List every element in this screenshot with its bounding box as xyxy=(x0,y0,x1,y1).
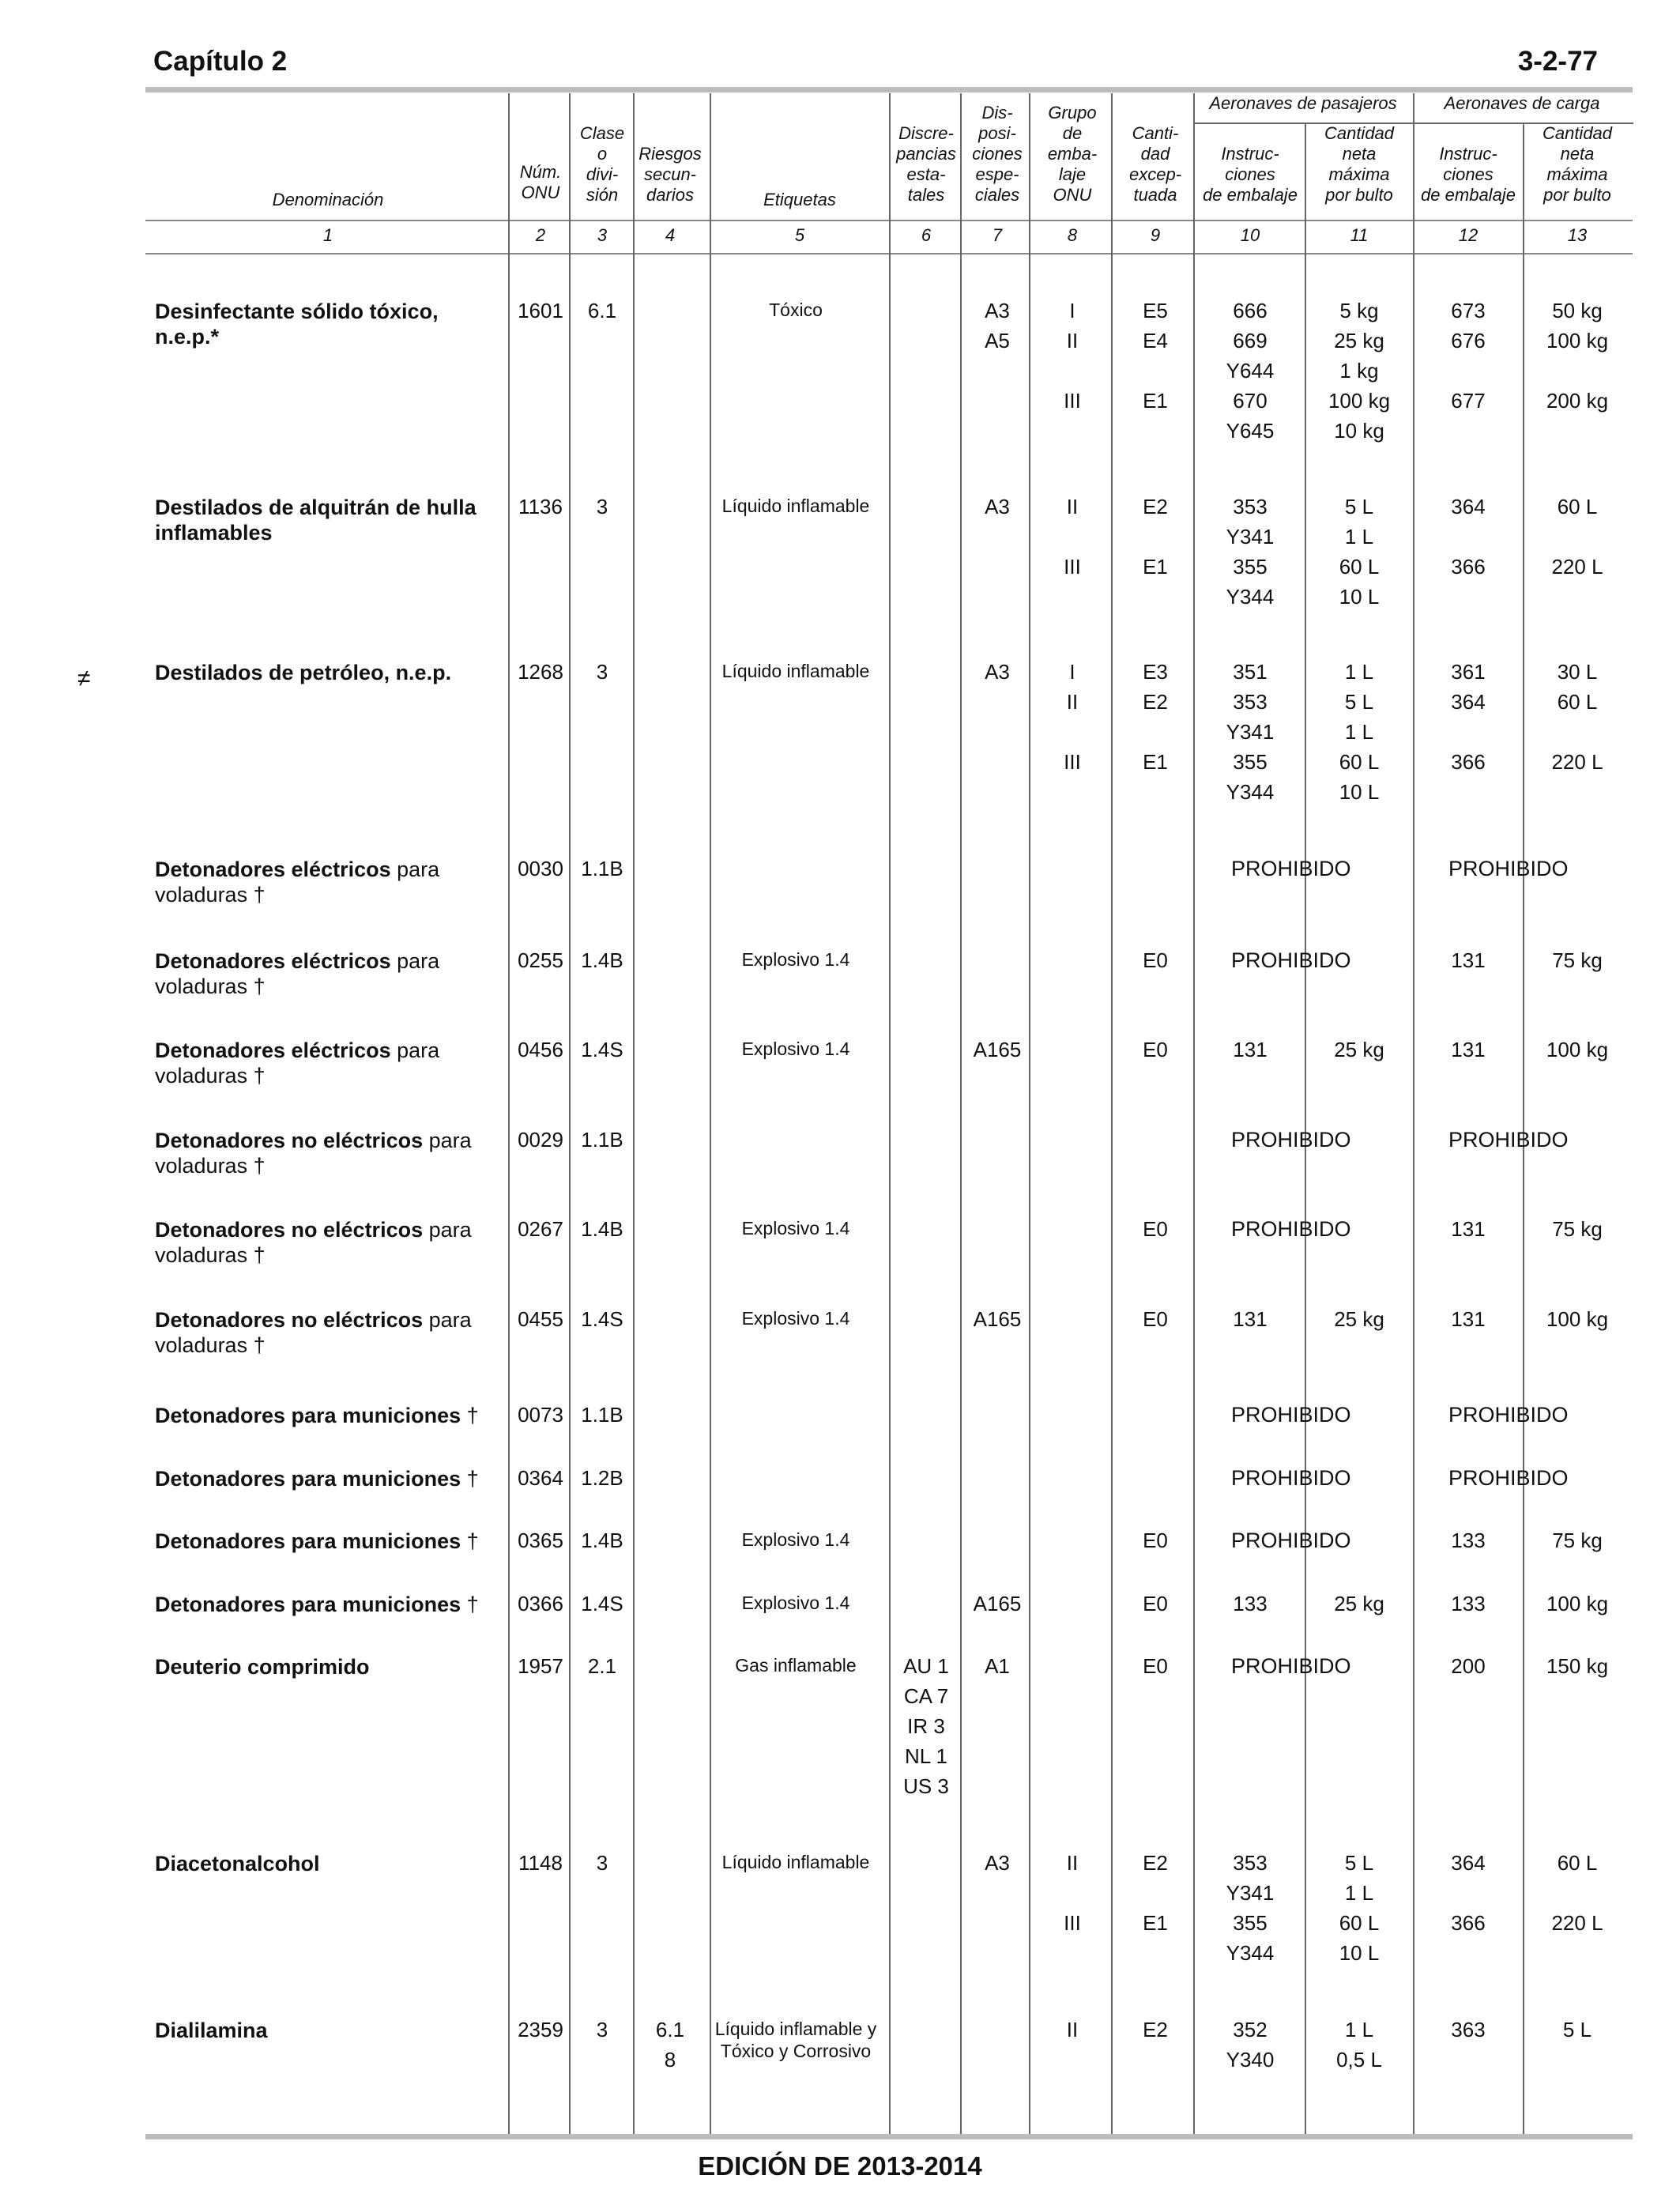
special-provisions: A165 xyxy=(973,1307,1022,1331)
column-divider xyxy=(633,93,635,2134)
cargo-packing-instruction: 673 676 677 xyxy=(1451,299,1486,413)
cargo-max-quantity: 5 L xyxy=(1562,2018,1592,2041)
pax-packing-instruction: 352 Y340 xyxy=(1226,2018,1275,2071)
substance-name-bold: Detonadores no eléctricos xyxy=(155,1129,424,1152)
hazard-label: Explosivo 1.4 xyxy=(741,1529,850,1550)
pax-prohibited: PROHIBIDO xyxy=(1231,1403,1351,1427)
column-divider xyxy=(1029,93,1030,2134)
column-number: 9 xyxy=(1150,225,1161,245)
cargo-max-quantity: 100 kg xyxy=(1546,1592,1609,1615)
group-header-passenger: Aeronaves de pasajeros xyxy=(1209,93,1397,113)
column-header: Grupo de emba- laje ONU xyxy=(1047,103,1098,205)
chapter-title: Capítulo 2 xyxy=(153,46,288,77)
cargo-packing-instruction: 133 xyxy=(1451,1529,1486,1552)
substance-name xyxy=(155,299,503,349)
column-header: Cantidad neta máxima por bulto xyxy=(1542,123,1613,205)
excepted-quantity: E0 xyxy=(1143,1592,1168,1615)
excepted-quantity: E0 xyxy=(1143,1654,1168,1678)
column-number: 3 xyxy=(597,225,608,245)
un-number: 1136 xyxy=(518,495,563,518)
state-variations: AU 1 CA 7 IR 3 NL 1 US 3 xyxy=(903,1654,949,1798)
cargo-prohibited: PROHIBIDO xyxy=(1448,1128,1569,1152)
packing-group: II xyxy=(1066,2018,1079,2041)
cargo-max-quantity: 100 kg xyxy=(1546,1038,1609,1061)
pax-max-quantity: 5 L 1 L 60 L 10 L xyxy=(1339,1851,1380,1965)
un-number: 0366 xyxy=(518,1592,563,1615)
special-provisions: A1 xyxy=(985,1654,1010,1678)
cargo-prohibited: PROHIBIDO xyxy=(1448,857,1569,880)
class-division: 1.4S xyxy=(581,1038,623,1061)
excepted-quantity: E2 E1 xyxy=(1143,1851,1168,1935)
column-divider xyxy=(960,93,962,2134)
class-division: 1.1B xyxy=(581,1128,623,1152)
un-number: 1148 xyxy=(518,1851,563,1875)
substance-name xyxy=(155,948,503,999)
substance-name-bold: Detonadores para municiones xyxy=(155,1593,461,1616)
substance-name-rest: para voladuras † xyxy=(155,858,440,907)
cargo-prohibited: PROHIBIDO xyxy=(1448,1466,1569,1490)
column-number: 2 xyxy=(535,225,546,245)
packing-group: II III xyxy=(1064,1851,1081,1935)
substance-name xyxy=(155,2018,503,2043)
cargo-max-quantity: 30 L 60 L 220 L xyxy=(1551,660,1603,774)
footer-rule xyxy=(145,2134,1633,2139)
special-provisions: A3 xyxy=(985,660,1010,684)
un-number: 1957 xyxy=(518,1654,563,1678)
un-number: 0255 xyxy=(518,948,563,972)
un-number: 0030 xyxy=(518,857,563,880)
substance-name xyxy=(155,1217,503,1268)
substance-name-bold: Dialilamina xyxy=(155,2019,268,2042)
hazard-label: Tóxico xyxy=(769,300,823,320)
un-number: 0364 xyxy=(518,1466,563,1490)
cargo-max-quantity: 100 kg xyxy=(1546,1307,1609,1331)
column-divider xyxy=(1111,93,1113,2134)
group-header-cargo: Aeronaves de carga xyxy=(1444,93,1600,113)
pax-max-quantity: 25 kg xyxy=(1334,1307,1384,1331)
substance-name-rest: † xyxy=(461,1529,479,1553)
column-number: 10 xyxy=(1240,225,1260,245)
substance-name-bold: Desinfectante sólido tóxico, n.e.p.* xyxy=(155,300,439,349)
subsidiary-risk: 6.1 8 xyxy=(655,2018,685,2071)
revision-mark: ≠ xyxy=(77,665,91,692)
substance-name-bold: Detonadores no eléctricos xyxy=(155,1308,424,1332)
class-division: 3 xyxy=(596,1851,608,1875)
substance-name-rest: para voladuras † xyxy=(155,949,440,998)
class-division: 1.1B xyxy=(581,857,623,880)
substance-name xyxy=(155,1128,503,1178)
substance-name-bold: Detonadores eléctricos xyxy=(155,949,391,973)
column-number: 13 xyxy=(1567,225,1588,245)
cargo-max-quantity: 60 L 220 L xyxy=(1551,1851,1603,1935)
hazard-label: Líquido inflamable y Tóxico y Corrosivo xyxy=(714,2019,877,2061)
un-number: 1268 xyxy=(518,660,563,684)
excepted-quantity: E2 xyxy=(1143,2018,1168,2041)
pax-max-quantity: 5 L 1 L 60 L 10 L xyxy=(1339,495,1380,609)
cargo-packing-instruction: 363 xyxy=(1451,2018,1486,2041)
page-number: 3-2-77 xyxy=(1517,46,1598,77)
column-header: Riesgos secun- darios xyxy=(638,144,702,205)
column-divider xyxy=(889,93,891,2134)
substance-name-rest: para voladuras † xyxy=(155,1308,472,1357)
excepted-quantity: E0 xyxy=(1143,1529,1168,1552)
substance-name xyxy=(155,1466,503,1491)
column-header: Núm. ONU xyxy=(519,162,562,202)
special-provisions: A165 xyxy=(973,1592,1022,1615)
un-number: 0267 xyxy=(518,1217,563,1241)
column-header: Instruc- ciones de embalaje xyxy=(1421,144,1516,205)
un-number: 0365 xyxy=(518,1529,563,1552)
column-header: Discre- pancias esta- tales xyxy=(896,123,956,205)
substance-name-bold: Detonadores eléctricos xyxy=(155,858,391,881)
un-number: 0456 xyxy=(518,1038,563,1061)
class-division: 3 xyxy=(596,495,608,518)
column-divider xyxy=(710,93,711,2134)
class-division: 1.4B xyxy=(581,1529,623,1552)
pax-prohibited: PROHIBIDO xyxy=(1231,1128,1351,1152)
pax-prohibited: PROHIBIDO xyxy=(1231,857,1351,880)
header-top-rule xyxy=(145,87,1633,92)
un-number: 1601 xyxy=(518,299,563,322)
column-header: Clase o divi- sión xyxy=(579,123,625,205)
column-number: 5 xyxy=(794,225,805,245)
substance-name xyxy=(155,660,503,685)
substance-name xyxy=(155,1654,503,1679)
substance-name xyxy=(155,495,503,545)
substance-name xyxy=(155,1038,503,1088)
substance-name xyxy=(155,857,503,907)
substance-name-bold: Detonadores no eléctricos xyxy=(155,1218,424,1242)
pax-max-quantity: 1 L 0,5 L xyxy=(1336,2018,1382,2071)
class-division: 1.4B xyxy=(581,948,623,972)
column-number: 7 xyxy=(992,225,1003,245)
substance-name-rest: † xyxy=(461,1404,479,1427)
column-divider xyxy=(1413,93,1414,2134)
column-number: 1 xyxy=(322,225,333,245)
cargo-packing-instruction: 131 xyxy=(1451,1307,1486,1331)
un-number: 0455 xyxy=(518,1307,563,1331)
cargo-prohibited: PROHIBIDO xyxy=(1448,1403,1569,1427)
class-division: 1.4S xyxy=(581,1592,623,1615)
cargo-packing-instruction: 200 xyxy=(1451,1654,1486,1678)
hazard-label: Explosivo 1.4 xyxy=(741,1218,850,1238)
class-division: 2.1 xyxy=(587,1654,617,1678)
hazard-label: Líquido inflamable xyxy=(721,1852,870,1872)
special-provisions: A3 A5 xyxy=(985,299,1010,352)
cargo-packing-instruction: 361 364 366 xyxy=(1451,660,1486,774)
pax-packing-instruction: 131 xyxy=(1233,1307,1268,1331)
excepted-quantity: E5 E4 E1 xyxy=(1143,299,1168,413)
substance-name xyxy=(155,1529,503,1554)
substance-name-bold: Diacetonalcohol xyxy=(155,1852,320,1875)
excepted-quantity: E0 xyxy=(1143,1217,1168,1241)
pax-max-quantity: 25 kg xyxy=(1334,1592,1384,1615)
special-provisions: A3 xyxy=(985,495,1010,518)
hazard-label: Explosivo 1.4 xyxy=(741,1039,850,1059)
substance-name-bold: Deuterio comprimido xyxy=(155,1655,370,1679)
excepted-quantity: E0 xyxy=(1143,1307,1168,1331)
pax-max-quantity: 1 L 5 L 1 L 60 L 10 L xyxy=(1339,660,1380,804)
substance-name-rest: para voladuras † xyxy=(155,1129,472,1178)
substance-name-bold: Detonadores para municiones xyxy=(155,1529,461,1553)
pax-prohibited: PROHIBIDO xyxy=(1231,1217,1351,1241)
cargo-packing-instruction: 131 xyxy=(1451,1217,1486,1241)
pax-prohibited: PROHIBIDO xyxy=(1231,1654,1351,1678)
pax-max-quantity: 5 kg 25 kg 1 kg 100 kg 10 kg xyxy=(1328,299,1391,443)
substance-name-rest: para voladuras † xyxy=(155,1039,440,1088)
cargo-max-quantity: 75 kg xyxy=(1552,948,1603,972)
column-header: Denominación xyxy=(272,190,384,209)
substance-name-rest: † xyxy=(461,1467,479,1491)
pax-packing-instruction: 666 669 Y644 670 Y645 xyxy=(1226,299,1275,443)
hazard-label: Explosivo 1.4 xyxy=(741,949,850,970)
substance-name-bold: Detonadores para municiones xyxy=(155,1404,461,1427)
class-division: 3 xyxy=(596,2018,608,2041)
column-number: 6 xyxy=(921,225,932,245)
substance-name xyxy=(155,1403,503,1428)
packing-group: II III xyxy=(1064,495,1081,579)
column-number: 11 xyxy=(1350,225,1369,245)
column-header: Instruc- ciones de embalaje xyxy=(1203,144,1298,205)
un-number: 2359 xyxy=(518,2018,563,2041)
hazard-label: Gas inflamable xyxy=(735,1655,857,1676)
cargo-max-quantity: 75 kg xyxy=(1552,1529,1603,1552)
cargo-max-quantity: 75 kg xyxy=(1552,1217,1603,1241)
hazard-label: Líquido inflamable xyxy=(721,661,870,681)
column-header: Dis- posi- ciones espe- ciales xyxy=(972,103,1023,205)
hazard-label: Explosivo 1.4 xyxy=(741,1593,850,1613)
excepted-quantity: E0 xyxy=(1143,948,1168,972)
pax-prohibited: PROHIBIDO xyxy=(1231,1529,1351,1552)
class-division: 1.2B xyxy=(581,1466,623,1490)
cargo-max-quantity: 150 kg xyxy=(1546,1654,1609,1678)
class-division: 3 xyxy=(596,660,608,684)
cargo-packing-instruction: 131 xyxy=(1451,948,1486,972)
pax-prohibited: PROHIBIDO xyxy=(1231,948,1351,972)
substance-name-bold: Destilados de petróleo, n.e.p. xyxy=(155,661,452,684)
special-provisions: A3 xyxy=(985,1851,1010,1875)
un-number: 0029 xyxy=(518,1128,563,1152)
substance-name xyxy=(155,1307,503,1358)
pax-prohibited: PROHIBIDO xyxy=(1231,1466,1351,1490)
pax-packing-instruction: 353 Y341 355 Y344 xyxy=(1226,495,1275,609)
hazard-label: Explosivo 1.4 xyxy=(741,1308,850,1329)
substance-name-bold: Detonadores eléctricos xyxy=(155,1039,391,1062)
pax-packing-instruction: 353 Y341 355 Y344 xyxy=(1226,1851,1275,1965)
excepted-quantity: E0 xyxy=(1143,1038,1168,1061)
pax-packing-instruction: 131 xyxy=(1233,1038,1268,1061)
column-divider xyxy=(569,93,571,2134)
hazard-label: Líquido inflamable xyxy=(721,496,870,516)
substance-name-rest: para voladuras † xyxy=(155,1218,472,1267)
special-provisions: A165 xyxy=(973,1038,1022,1061)
pax-packing-instruction: 133 xyxy=(1233,1592,1268,1615)
excepted-quantity: E3 E2 E1 xyxy=(1143,660,1168,774)
un-number: 0073 xyxy=(518,1403,563,1427)
packing-group: I II III xyxy=(1064,299,1081,413)
substance-name xyxy=(155,1851,503,1876)
class-division: 1.1B xyxy=(581,1403,623,1427)
column-divider xyxy=(1193,93,1195,2134)
column-number: 12 xyxy=(1458,225,1478,245)
substance-name-rest: † xyxy=(461,1593,479,1616)
class-division: 1.4S xyxy=(581,1307,623,1331)
cargo-max-quantity: 60 L 220 L xyxy=(1551,495,1603,579)
column-header: Cantidad neta máxima por bulto xyxy=(1324,123,1395,205)
cargo-packing-instruction: 133 xyxy=(1451,1592,1486,1615)
cargo-packing-instruction: 364 366 xyxy=(1451,1851,1486,1935)
packing-group: I II III xyxy=(1064,660,1081,774)
excepted-quantity: E2 E1 xyxy=(1143,495,1168,579)
footer-edition: EDICIÓN DE 2013-2014 xyxy=(698,2151,982,2181)
column-header: Etiquetas xyxy=(763,190,836,209)
column-divider xyxy=(508,93,510,2134)
substance-name-bold: Destilados de alquitrán de hulla inflamables xyxy=(155,496,477,545)
column-header: Canti- dad excep- tuada xyxy=(1128,123,1182,205)
column-number: 4 xyxy=(665,225,676,245)
cargo-max-quantity: 50 kg 100 kg 200 kg xyxy=(1546,299,1609,413)
class-division: 6.1 xyxy=(587,299,617,322)
class-division: 1.4B xyxy=(581,1217,623,1241)
cargo-packing-instruction: 131 xyxy=(1451,1038,1486,1061)
substance-name xyxy=(155,1592,503,1617)
pax-max-quantity: 25 kg xyxy=(1334,1038,1384,1061)
cargo-packing-instruction: 364 366 xyxy=(1451,495,1486,579)
substance-name-bold: Detonadores para municiones xyxy=(155,1467,461,1491)
pax-packing-instruction: 351 353 Y341 355 Y344 xyxy=(1226,660,1275,804)
column-number: 8 xyxy=(1067,225,1078,245)
